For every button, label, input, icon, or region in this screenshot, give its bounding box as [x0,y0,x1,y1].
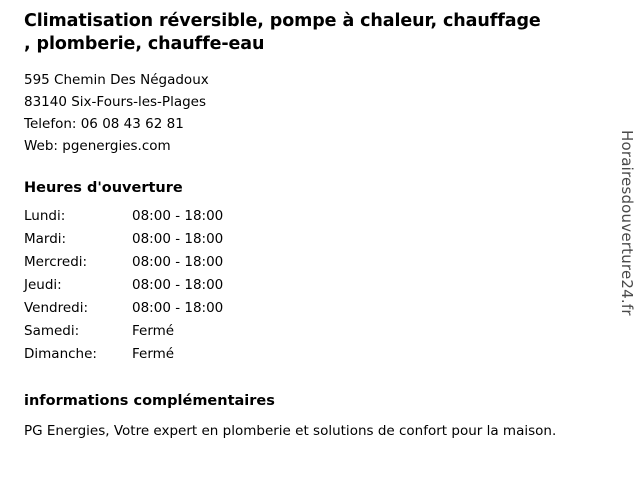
address-street: 595 Chemin Des Négadoux [24,72,209,89]
phone-number: Telefon: 06 08 43 62 81 [24,115,184,132]
day-hours: 08:00 - 18:00 [132,299,224,316]
table-row [24,277,223,300]
day-hours: 08:00 - 18:00 [132,276,224,293]
day-hours: Fermé [132,345,175,362]
day-label: Mardi: [24,230,67,247]
page-title [24,10,594,56]
website-url: Web: pgenergies.com [24,137,171,154]
day-label: Mercredi: [24,253,88,270]
day-label: Samedi: [24,322,80,339]
day-label: Vendredi: [24,299,89,316]
table-row [24,254,223,277]
day-hours: 08:00 - 18:00 [132,253,224,270]
table-row [24,323,223,346]
additional-info-heading: informations complémentaires [24,392,275,409]
opening-hours-table [24,208,223,369]
watermark-label: Horairesdouverture24.fr [618,130,636,316]
address-city: 83140 Six-Fours-les-Plages [24,94,207,111]
additional-info-text: PG Energies, Votre expert en plomberie et solutions de confort pour la maison. [24,422,557,439]
table-row [24,208,223,231]
day-label: Dimanche: [24,345,97,362]
day-label: Lundi: [24,207,66,224]
page-title-line-2: , plomberie, chauffe-eau [24,34,265,55]
table-row [24,300,223,323]
day-hours: 08:00 - 18:00 [132,230,224,247]
day-label: Jeudi: [24,276,62,293]
table-row [24,346,223,369]
day-hours: 08:00 - 18:00 [132,207,224,224]
content-column [24,10,594,441]
opening-hours-heading: Heures d'ouverture [24,179,183,196]
day-hours: Fermé [132,322,175,339]
table-row [24,231,223,254]
page-title-line-1: Climatisation réversible, pompe à chaleur, chauffage [24,11,541,31]
